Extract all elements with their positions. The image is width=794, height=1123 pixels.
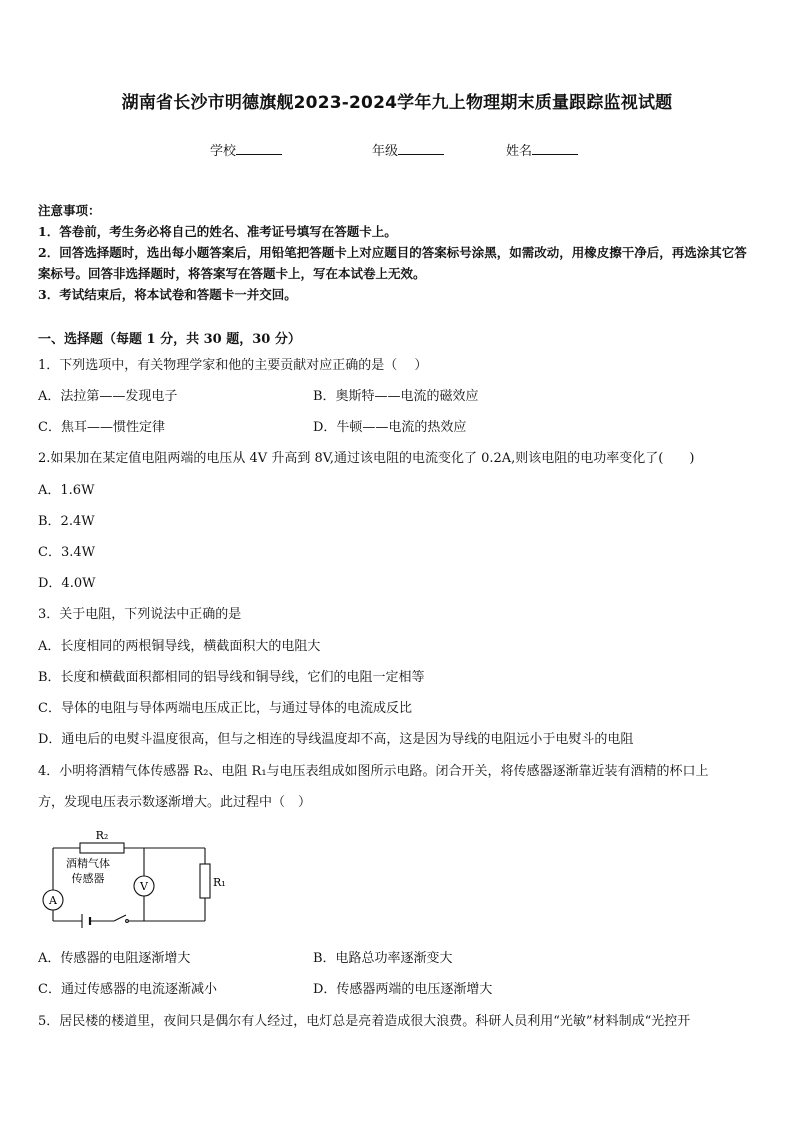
q4-option-d[interactable]: D．传感器两端的电压逐渐增大	[313, 982, 493, 997]
q5-stem-line1: 5．居民楼的楼道里，夜间只是偶尔有人经过，电灯总是亮着造成很大浪费。科研人员利用“光敏”材料制成“光控开	[38, 1014, 691, 1029]
grade-blank[interactable]	[398, 142, 444, 155]
r1-label: R₁	[213, 876, 226, 889]
school-label: 学校	[210, 144, 237, 159]
q2-option-c[interactable]: C．3.4W	[38, 545, 95, 560]
q3-option-a[interactable]: A．长度相同的两根铜导线，横截面积大的电阻大	[38, 639, 321, 654]
q4-stem-line1: 4．小明将酒精气体传感器 R₂、电阻 R₁与电压表组成如图所示电路。闭合开关，将传感器逐渐靠近装有酒精的杯口上	[38, 764, 709, 779]
student-info-row	[0, 140, 794, 160]
r1-resistor	[200, 864, 210, 898]
q4-option-c[interactable]: C．通过传感器的电流逐渐减小	[38, 982, 217, 997]
switch-icon	[114, 915, 128, 922]
battery-icon	[82, 914, 90, 928]
grade-field[interactable]	[372, 140, 444, 159]
q4-option-b[interactable]: B．电路总功率逐渐变大	[313, 951, 453, 966]
q3-option-d[interactable]: D．通电后的电熨斗温度很高，但与之相连的导线温度却不高，这是因为导线的电阻远小于电熨斗的电阻	[38, 732, 634, 747]
q2-option-b[interactable]: B．2.4W	[38, 514, 95, 529]
q2-stem: 2.如果加在某定值电阻两端的电压从 4V 升高到 8V,通过该电阻的电流变化了 0.2A,则该电阻的电功率变化了( )	[38, 451, 695, 466]
r2-resistor	[80, 843, 124, 853]
notice-item-2: 2．回答选择题时，选出每小题答案后，用铅笔把答题卡上对应题目的答案标号涂黑，如需改动，用橡皮擦干净后，再选涂其它答案标号。回答非选择题时，将答案写在答题卡上，写在本试卷上无效。	[38, 245, 747, 281]
sensor-label-line2: 传感器	[71, 872, 105, 885]
page-title: 湖南省长沙市明德旗舰2023-2024学年九上物理期末质量跟踪监视试题	[121, 93, 673, 113]
notice-item-3: 3．考试结束后，将本试卷和答题卡一并交回。	[38, 287, 297, 302]
q1-option-c[interactable]: C．焦耳——惯性定律	[38, 420, 165, 435]
q4-option-a[interactable]: A．传感器的电阻逐渐增大	[38, 951, 191, 966]
notice-heading: 注意事项：	[38, 203, 101, 218]
q1-stem: 1．下列选项中，有关物理学家和他的主要贡献对应正确的是（ ）	[38, 358, 428, 373]
notice-item-1: 1．答卷前，考生务必将自己的姓名、准考证号填写在答题卡上。	[38, 224, 397, 239]
q3-option-c[interactable]: C．导体的电阻与导体两端电压成正比，与通过导体的电流成反比	[38, 701, 412, 716]
q3-option-b[interactable]: B．长度和横截面积都相同的铝导线和铜导线，它们的电阻一定相等	[38, 670, 425, 685]
name-blank[interactable]	[532, 142, 578, 155]
q4-stem-line2: 方，发现电压表示数逐渐增大。此过程中（ ）	[38, 795, 312, 810]
r2-label: R₂	[95, 829, 109, 842]
sensor-label-line1: 酒精气体	[66, 857, 110, 870]
section-title: 一、选择题（每题 1 分，共 30 题，30 分）	[38, 332, 301, 347]
q3-stem: 3．关于电阻，下列说法中正确的是	[38, 607, 242, 622]
ammeter-label: A	[49, 894, 57, 907]
name-field[interactable]	[506, 140, 578, 159]
q2-option-a[interactable]: A．1.6W	[38, 483, 95, 498]
voltmeter-label: V	[140, 880, 148, 893]
q1-option-d[interactable]: D．牛顿——电流的热效应	[313, 420, 467, 435]
q1-option-a[interactable]: A．法拉第——发现电子	[38, 389, 178, 404]
name-label: 姓名	[506, 144, 533, 159]
circuit-diagram	[38, 826, 228, 928]
notice-block	[38, 200, 758, 305]
grade-label: 年级	[372, 144, 399, 159]
q2-option-d[interactable]: D．4.0W	[38, 576, 96, 591]
q1-option-b[interactable]: B．奥斯特——电流的磁效应	[313, 389, 479, 404]
school-field[interactable]	[210, 140, 282, 159]
school-blank[interactable]	[236, 142, 282, 155]
